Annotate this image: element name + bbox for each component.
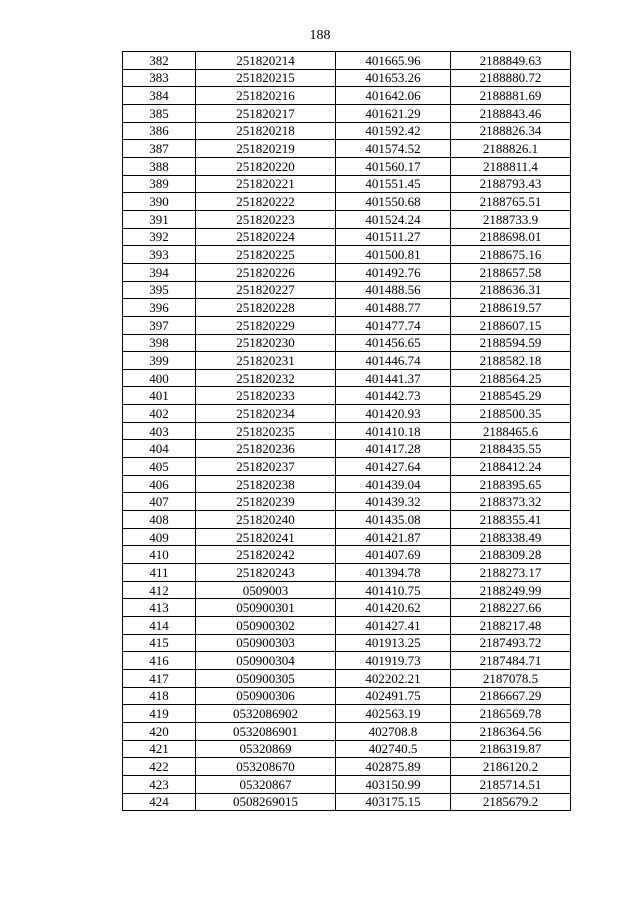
table-row bbox=[123, 528, 571, 546]
x-coordinate-cell: 401665.96 bbox=[336, 52, 451, 70]
table-row bbox=[123, 652, 571, 670]
table-row bbox=[123, 387, 571, 405]
point-code-cell: 251820219 bbox=[196, 140, 336, 158]
point-number-cell: 406 bbox=[123, 475, 196, 493]
y-coordinate-cell: 2188826.34 bbox=[451, 122, 571, 140]
x-coordinate-cell: 401427.41 bbox=[336, 617, 451, 635]
table-row bbox=[123, 104, 571, 122]
y-coordinate-cell: 2188249.99 bbox=[451, 581, 571, 599]
point-code-cell: 05320867 bbox=[196, 775, 336, 793]
table-row bbox=[123, 175, 571, 193]
y-coordinate-cell: 2188500.35 bbox=[451, 405, 571, 423]
table-row bbox=[123, 352, 571, 370]
point-number-cell: 424 bbox=[123, 793, 196, 811]
table-row bbox=[123, 475, 571, 493]
y-coordinate-cell: 2188826.1 bbox=[451, 140, 571, 158]
point-number-cell: 410 bbox=[123, 546, 196, 564]
point-number-cell: 420 bbox=[123, 722, 196, 740]
y-coordinate-cell: 2188435.55 bbox=[451, 440, 571, 458]
point-code-cell: 251820223 bbox=[196, 210, 336, 228]
y-coordinate-cell: 2188594.59 bbox=[451, 334, 571, 352]
x-coordinate-cell: 401442.73 bbox=[336, 387, 451, 405]
table-row bbox=[123, 440, 571, 458]
point-code-cell: 251820221 bbox=[196, 175, 336, 193]
point-number-cell: 415 bbox=[123, 634, 196, 652]
y-coordinate-cell: 2188843.46 bbox=[451, 104, 571, 122]
point-number-cell: 402 bbox=[123, 405, 196, 423]
table-row bbox=[123, 458, 571, 476]
point-code-cell: 0532086902 bbox=[196, 705, 336, 723]
point-code-cell: 050900304 bbox=[196, 652, 336, 670]
table-row bbox=[123, 493, 571, 511]
x-coordinate-cell: 401427.64 bbox=[336, 458, 451, 476]
table-row bbox=[123, 422, 571, 440]
y-coordinate-cell: 2188880.72 bbox=[451, 69, 571, 87]
table-body bbox=[123, 52, 571, 811]
y-coordinate-cell: 2188698.01 bbox=[451, 228, 571, 246]
point-code-cell: 251820240 bbox=[196, 511, 336, 529]
point-code-cell: 251820237 bbox=[196, 458, 336, 476]
point-code-cell: 251820238 bbox=[196, 475, 336, 493]
point-code-cell: 050900303 bbox=[196, 634, 336, 652]
table-row bbox=[123, 775, 571, 793]
table-row bbox=[123, 369, 571, 387]
y-coordinate-cell: 2188564.25 bbox=[451, 369, 571, 387]
x-coordinate-cell: 401551.45 bbox=[336, 175, 451, 193]
x-coordinate-cell: 401410.18 bbox=[336, 422, 451, 440]
point-code-cell: 251820230 bbox=[196, 334, 336, 352]
x-coordinate-cell: 401511.27 bbox=[336, 228, 451, 246]
x-coordinate-cell: 401550.68 bbox=[336, 193, 451, 211]
point-number-cell: 388 bbox=[123, 157, 196, 175]
table-row bbox=[123, 210, 571, 228]
x-coordinate-cell: 401446.74 bbox=[336, 352, 451, 370]
point-code-cell: 251820218 bbox=[196, 122, 336, 140]
point-code-cell: 0509003 bbox=[196, 581, 336, 599]
x-coordinate-cell: 402708.8 bbox=[336, 722, 451, 740]
point-code-cell: 05320869 bbox=[196, 740, 336, 758]
y-coordinate-cell: 2187078.5 bbox=[451, 669, 571, 687]
x-coordinate-cell: 401592.42 bbox=[336, 122, 451, 140]
x-coordinate-cell: 401439.04 bbox=[336, 475, 451, 493]
point-code-cell: 251820241 bbox=[196, 528, 336, 546]
point-number-cell: 391 bbox=[123, 210, 196, 228]
x-coordinate-cell: 401417.28 bbox=[336, 440, 451, 458]
x-coordinate-cell: 401435.08 bbox=[336, 511, 451, 529]
y-coordinate-cell: 2185679.2 bbox=[451, 793, 571, 811]
point-number-cell: 389 bbox=[123, 175, 196, 193]
y-coordinate-cell: 2188619.57 bbox=[451, 299, 571, 317]
point-code-cell: 251820243 bbox=[196, 564, 336, 582]
y-coordinate-cell: 2188881.69 bbox=[451, 87, 571, 105]
point-number-cell: 400 bbox=[123, 369, 196, 387]
point-code-cell: 251820222 bbox=[196, 193, 336, 211]
point-number-cell: 421 bbox=[123, 740, 196, 758]
x-coordinate-cell: 401653.26 bbox=[336, 69, 451, 87]
y-coordinate-cell: 2187493.72 bbox=[451, 634, 571, 652]
y-coordinate-cell: 2185714.51 bbox=[451, 775, 571, 793]
point-number-cell: 397 bbox=[123, 316, 196, 334]
table-row bbox=[123, 793, 571, 811]
table-row bbox=[123, 69, 571, 87]
x-coordinate-cell: 402875.89 bbox=[336, 758, 451, 776]
table-row bbox=[123, 122, 571, 140]
point-number-cell: 401 bbox=[123, 387, 196, 405]
y-coordinate-cell: 2188636.31 bbox=[451, 281, 571, 299]
y-coordinate-cell: 2188793.43 bbox=[451, 175, 571, 193]
y-coordinate-cell: 2188412.24 bbox=[451, 458, 571, 476]
point-number-cell: 398 bbox=[123, 334, 196, 352]
point-number-cell: 418 bbox=[123, 687, 196, 705]
table-row bbox=[123, 405, 571, 423]
point-number-cell: 390 bbox=[123, 193, 196, 211]
point-code-cell: 0532086901 bbox=[196, 722, 336, 740]
point-number-cell: 414 bbox=[123, 617, 196, 635]
x-coordinate-cell: 402202.21 bbox=[336, 669, 451, 687]
point-number-cell: 404 bbox=[123, 440, 196, 458]
point-number-cell: 396 bbox=[123, 299, 196, 317]
x-coordinate-cell: 402491.75 bbox=[336, 687, 451, 705]
x-coordinate-cell: 401477.74 bbox=[336, 316, 451, 334]
point-code-cell: 251820228 bbox=[196, 299, 336, 317]
table-row bbox=[123, 281, 571, 299]
y-coordinate-cell: 2188273.17 bbox=[451, 564, 571, 582]
point-code-cell: 251820226 bbox=[196, 263, 336, 281]
x-coordinate-cell: 401410.75 bbox=[336, 581, 451, 599]
point-code-cell: 0508269015 bbox=[196, 793, 336, 811]
point-number-cell: 386 bbox=[123, 122, 196, 140]
point-code-cell: 050900305 bbox=[196, 669, 336, 687]
y-coordinate-cell: 2188675.16 bbox=[451, 246, 571, 264]
point-number-cell: 403 bbox=[123, 422, 196, 440]
table-row bbox=[123, 263, 571, 281]
table-row bbox=[123, 669, 571, 687]
table-row bbox=[123, 316, 571, 334]
table-row bbox=[123, 617, 571, 635]
table-row bbox=[123, 228, 571, 246]
y-coordinate-cell: 2188733.9 bbox=[451, 210, 571, 228]
y-coordinate-cell: 2186667.29 bbox=[451, 687, 571, 705]
x-coordinate-cell: 402740.5 bbox=[336, 740, 451, 758]
point-number-cell: 416 bbox=[123, 652, 196, 670]
y-coordinate-cell: 2188465.6 bbox=[451, 422, 571, 440]
y-coordinate-cell: 2187484.71 bbox=[451, 652, 571, 670]
x-coordinate-cell: 401642.06 bbox=[336, 87, 451, 105]
table-row bbox=[123, 740, 571, 758]
x-coordinate-cell: 401420.93 bbox=[336, 405, 451, 423]
point-code-cell: 251820239 bbox=[196, 493, 336, 511]
x-coordinate-cell: 401913.25 bbox=[336, 634, 451, 652]
table-row bbox=[123, 140, 571, 158]
point-code-cell: 251820233 bbox=[196, 387, 336, 405]
y-coordinate-cell: 2186569.78 bbox=[451, 705, 571, 723]
point-code-cell: 251820224 bbox=[196, 228, 336, 246]
y-coordinate-cell: 2188657.58 bbox=[451, 263, 571, 281]
y-coordinate-cell: 2188217.48 bbox=[451, 617, 571, 635]
point-code-cell: 053208670 bbox=[196, 758, 336, 776]
point-code-cell: 050900301 bbox=[196, 599, 336, 617]
table-row bbox=[123, 564, 571, 582]
y-coordinate-cell: 2188309.28 bbox=[451, 546, 571, 564]
point-number-cell: 423 bbox=[123, 775, 196, 793]
table-row bbox=[123, 87, 571, 105]
y-coordinate-cell: 2186319.87 bbox=[451, 740, 571, 758]
point-code-cell: 251820216 bbox=[196, 87, 336, 105]
x-coordinate-cell: 402563.19 bbox=[336, 705, 451, 723]
point-number-cell: 419 bbox=[123, 705, 196, 723]
x-coordinate-cell: 401407.69 bbox=[336, 546, 451, 564]
x-coordinate-cell: 403175.15 bbox=[336, 793, 451, 811]
x-coordinate-cell: 401621.29 bbox=[336, 104, 451, 122]
point-number-cell: 408 bbox=[123, 511, 196, 529]
point-code-cell: 251820236 bbox=[196, 440, 336, 458]
x-coordinate-cell: 401488.56 bbox=[336, 281, 451, 299]
x-coordinate-cell: 401488.77 bbox=[336, 299, 451, 317]
table-row bbox=[123, 687, 571, 705]
point-code-cell: 251820229 bbox=[196, 316, 336, 334]
table-row bbox=[123, 334, 571, 352]
y-coordinate-cell: 2188849.63 bbox=[451, 52, 571, 70]
point-code-cell: 251820220 bbox=[196, 157, 336, 175]
x-coordinate-cell: 403150.99 bbox=[336, 775, 451, 793]
table-row bbox=[123, 705, 571, 723]
point-code-cell: 251820232 bbox=[196, 369, 336, 387]
point-number-cell: 395 bbox=[123, 281, 196, 299]
point-code-cell: 251820217 bbox=[196, 104, 336, 122]
y-coordinate-cell: 2188582.18 bbox=[451, 352, 571, 370]
page-number: 188 bbox=[309, 28, 331, 43]
y-coordinate-cell: 2188373.32 bbox=[451, 493, 571, 511]
point-code-cell: 251820234 bbox=[196, 405, 336, 423]
point-number-cell: 384 bbox=[123, 87, 196, 105]
table-row bbox=[123, 157, 571, 175]
x-coordinate-cell: 401492.76 bbox=[336, 263, 451, 281]
point-code-cell: 050900302 bbox=[196, 617, 336, 635]
y-coordinate-cell: 2186364.56 bbox=[451, 722, 571, 740]
y-coordinate-cell: 2188811.4 bbox=[451, 157, 571, 175]
point-code-cell: 251820242 bbox=[196, 546, 336, 564]
point-number-cell: 412 bbox=[123, 581, 196, 599]
y-coordinate-cell: 2188765.51 bbox=[451, 193, 571, 211]
table-row bbox=[123, 511, 571, 529]
point-number-cell: 394 bbox=[123, 263, 196, 281]
point-number-cell: 417 bbox=[123, 669, 196, 687]
x-coordinate-cell: 401441.37 bbox=[336, 369, 451, 387]
table-row bbox=[123, 581, 571, 599]
point-code-cell: 050900306 bbox=[196, 687, 336, 705]
point-number-cell: 393 bbox=[123, 246, 196, 264]
y-coordinate-cell: 2188355.41 bbox=[451, 511, 571, 529]
x-coordinate-cell: 401500.81 bbox=[336, 246, 451, 264]
point-code-cell: 251820231 bbox=[196, 352, 336, 370]
point-number-cell: 407 bbox=[123, 493, 196, 511]
x-coordinate-cell: 401421.87 bbox=[336, 528, 451, 546]
point-number-cell: 383 bbox=[123, 69, 196, 87]
point-number-cell: 411 bbox=[123, 564, 196, 582]
table-row bbox=[123, 193, 571, 211]
point-code-cell: 251820214 bbox=[196, 52, 336, 70]
x-coordinate-cell: 401524.24 bbox=[336, 210, 451, 228]
point-number-cell: 382 bbox=[123, 52, 196, 70]
table-row bbox=[123, 722, 571, 740]
table-row bbox=[123, 634, 571, 652]
point-number-cell: 413 bbox=[123, 599, 196, 617]
point-code-cell: 251820227 bbox=[196, 281, 336, 299]
x-coordinate-cell: 401439.32 bbox=[336, 493, 451, 511]
point-number-cell: 422 bbox=[123, 758, 196, 776]
table-row bbox=[123, 246, 571, 264]
y-coordinate-cell: 2188607.15 bbox=[451, 316, 571, 334]
x-coordinate-cell: 401394.78 bbox=[336, 564, 451, 582]
point-code-cell: 251820215 bbox=[196, 69, 336, 87]
y-coordinate-cell: 2188545.29 bbox=[451, 387, 571, 405]
x-coordinate-cell: 401420.62 bbox=[336, 599, 451, 617]
y-coordinate-cell: 2186120.2 bbox=[451, 758, 571, 776]
point-code-cell: 251820235 bbox=[196, 422, 336, 440]
point-number-cell: 385 bbox=[123, 104, 196, 122]
y-coordinate-cell: 2188395.65 bbox=[451, 475, 571, 493]
x-coordinate-cell: 401560.17 bbox=[336, 157, 451, 175]
table-row bbox=[123, 599, 571, 617]
y-coordinate-cell: 2188227.66 bbox=[451, 599, 571, 617]
x-coordinate-cell: 401919.73 bbox=[336, 652, 451, 670]
point-code-cell: 251820225 bbox=[196, 246, 336, 264]
point-number-cell: 409 bbox=[123, 528, 196, 546]
x-coordinate-cell: 401456.65 bbox=[336, 334, 451, 352]
table-row bbox=[123, 299, 571, 317]
coordinates-table bbox=[122, 51, 571, 811]
y-coordinate-cell: 2188338.49 bbox=[451, 528, 571, 546]
table-row bbox=[123, 52, 571, 70]
x-coordinate-cell: 401574.52 bbox=[336, 140, 451, 158]
point-number-cell: 399 bbox=[123, 352, 196, 370]
point-number-cell: 392 bbox=[123, 228, 196, 246]
table-row bbox=[123, 758, 571, 776]
table-row bbox=[123, 546, 571, 564]
point-number-cell: 387 bbox=[123, 140, 196, 158]
point-number-cell: 405 bbox=[123, 458, 196, 476]
